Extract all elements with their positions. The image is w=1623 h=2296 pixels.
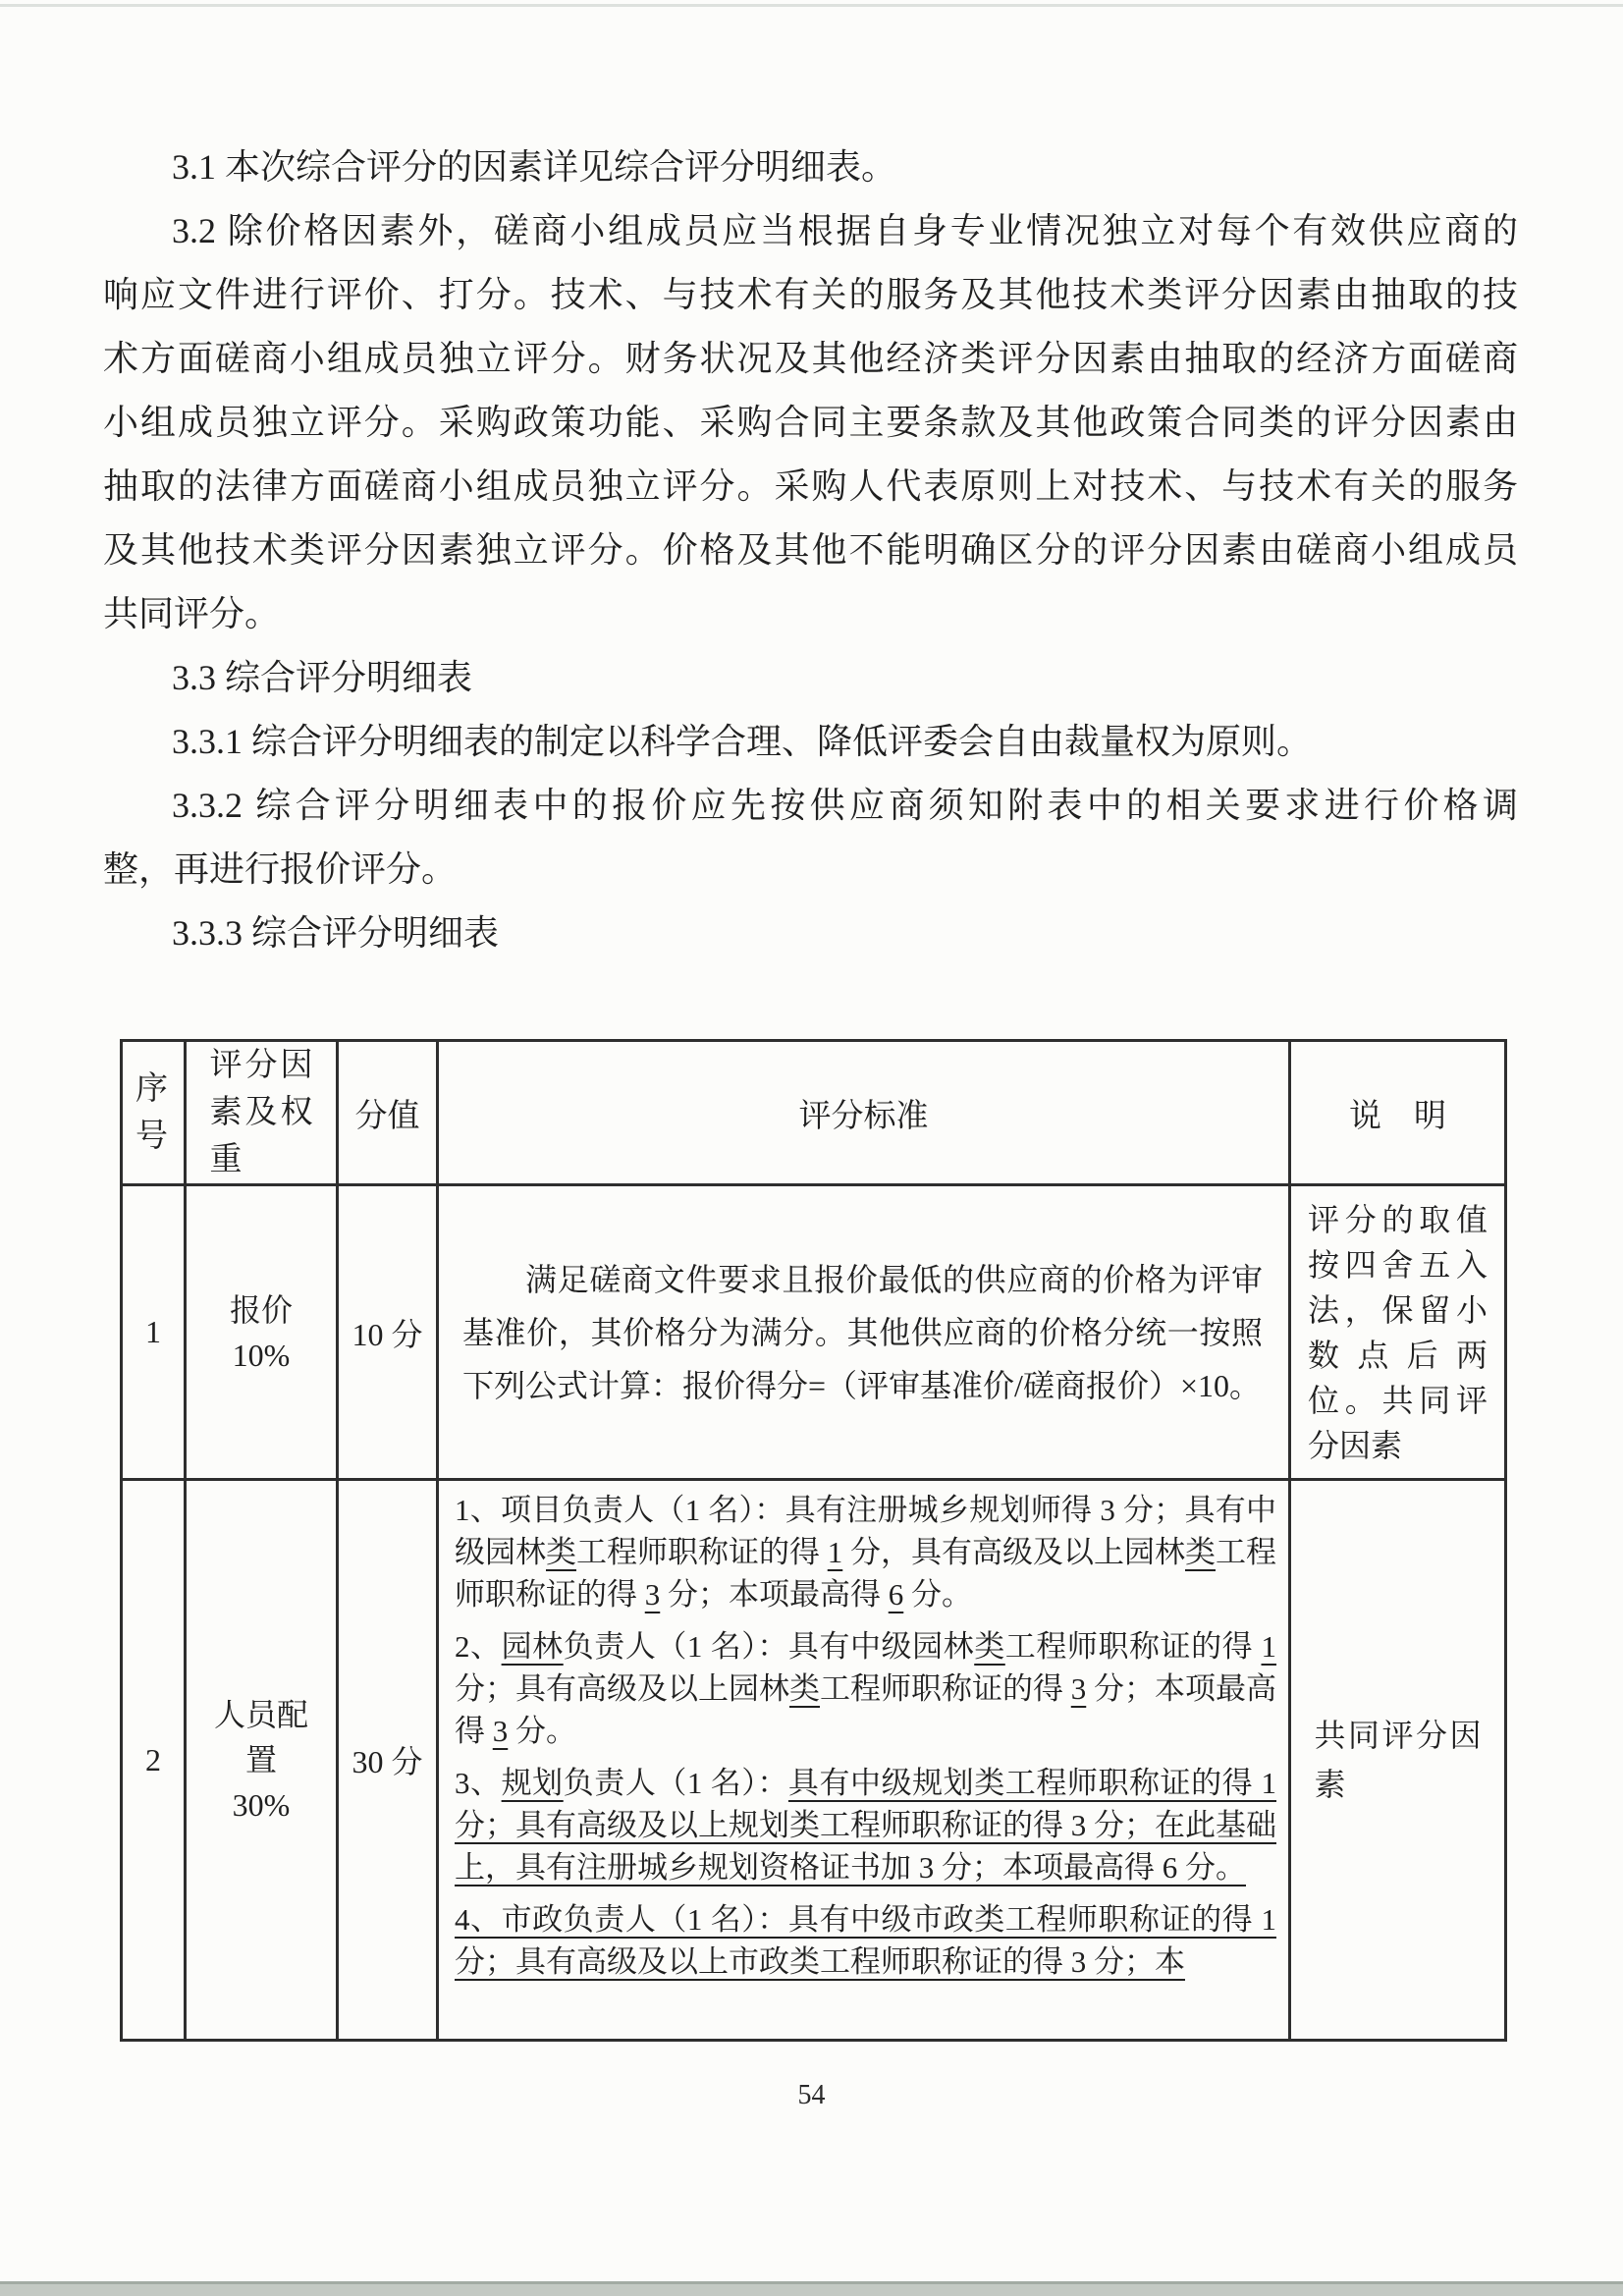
- criteria-item: 2、园林负责人（1 名）：具有中级园林类工程师职称证的得 1 分；具有高级及以上园林类工程师职称证的得 3 分；本项最高得 3 分。: [455, 1629, 1277, 1748]
- row1-criteria: [439, 1186, 1291, 1481]
- row2-index: [123, 1481, 187, 2039]
- table-header-criteria: [439, 1042, 1291, 1186]
- scoring-table: [120, 1039, 1507, 2042]
- paragraph-line: 3.3.3 综合评分明细表: [172, 913, 500, 953]
- table-header-index: [123, 1042, 187, 1186]
- paragraph-line: 及其他技术类评分因素独立评分。价格及其他不能明确区分的评分因素由磋商小组成员: [103, 530, 1518, 570]
- paragraph-line: 术方面磋商小组成员独立评分。财务状况及其他经济类评分因素由抽取的经济方面磋商: [103, 339, 1518, 378]
- header-criteria-label: 评分标准: [798, 1098, 929, 1134]
- paragraph-line: 整，再进行报价评分。: [103, 849, 458, 889]
- row2-factor-weight: 30%: [232, 1787, 291, 1823]
- criteria-item: 1、项目负责人（1 名）：具有注册城乡规划师得 3 分；具有中级园林类工程师职称证的得 1 分，具有高级及以上园林类工程师职称证的得 3 分；本项最高得 6 分。: [455, 1493, 1276, 1612]
- row1-index: [123, 1186, 187, 1481]
- header-score-label: 分值: [354, 1098, 420, 1134]
- row2-score-value: 30 分: [352, 1744, 423, 1779]
- table-header-factor: [187, 1042, 339, 1186]
- paragraph-line: 3.3.1 综合评分明细表的制定以科学合理、降低评委会自由裁量权为原则。: [172, 722, 1313, 761]
- criteria-item: 3、规划负责人（1 名）：具有中级规划类工程师职称证的得 1 分；具有高级及以上规划类工程师职称证的得 3 分；在此基础上，具有注册城乡规划资格证书加 3 分；本项最高得 6 分。: [455, 1766, 1277, 1885]
- row1-criteria-text: 满足磋商文件要求且报价最低的供应商的价格为评审基准价，其价格分为满分。其他供应商的价格分统一按照下列公式计算：报价得分=（评审基准价/磋商报价）×10。: [462, 1261, 1263, 1403]
- row1-note: [1291, 1186, 1504, 1481]
- row1-factor-name: 报价: [229, 1291, 293, 1328]
- criteria-item: 4、市政负责人（1 名）：具有中级市政类工程师职称证的得 1 分；具有高级及以上市政类工程师职称证的得 3 分；本: [455, 1902, 1276, 1979]
- header-index-label: 序号: [135, 1071, 168, 1154]
- table-header-score: [339, 1042, 439, 1186]
- scan-top-edge: [0, 4, 1623, 7]
- row1-score-value: 10 分: [352, 1316, 423, 1352]
- table-header-note: [1291, 1042, 1504, 1186]
- row2-note: [1291, 1481, 1504, 2039]
- scan-bottom-band: [0, 2284, 1623, 2296]
- row2-score: [339, 1481, 439, 2039]
- row2-criteria: [439, 1481, 1291, 2039]
- row1-score: [339, 1186, 439, 1481]
- body-text: [103, 136, 1518, 965]
- paragraph-line: 3.1 本次综合评分的因素详见综合评分明细表。: [172, 147, 897, 187]
- paragraph-line: 共同评分。: [103, 594, 281, 633]
- row2-factor-name: 人员配置: [213, 1697, 308, 1777]
- row1-index-value: 1: [145, 1314, 161, 1349]
- paragraph-line: 小组成员独立评分。采购政策功能、采购合同主要条款及其他政策合同类的评分因素由: [103, 403, 1518, 442]
- row2-factor: [187, 1481, 339, 2039]
- paragraph-line: 3.2 除价格因素外，磋商小组成员应当根据自身专业情况独立对每个有效供应商的: [172, 211, 1518, 250]
- row2-index-value: 2: [145, 1741, 161, 1777]
- paragraph-line: 3.3.2 综合评分明细表中的报价应先按供应商须知附表中的相关要求进行价格调: [172, 786, 1518, 825]
- page-number: 54: [797, 2080, 826, 2110]
- paragraph-line: 3.3 综合评分明细表: [172, 658, 473, 697]
- row1-note-text: 评分的取值按四舍五入法，保留小数点后两位。共同评分因素: [1308, 1201, 1488, 1463]
- header-factor-label: 评分因素及权重: [209, 1048, 313, 1177]
- paragraph-line: 抽取的法律方面磋商小组成员独立评分。采购人代表原则上对技术、与技术有关的服务: [103, 466, 1518, 506]
- paragraph-line: 响应文件进行评价、打分。技术、与技术有关的服务及其他技术类评分因素由抽取的技: [103, 275, 1518, 314]
- row1-factor: [187, 1186, 339, 1481]
- header-note-label: 说 明: [1349, 1098, 1446, 1134]
- row2-note-text: 共同评分因素: [1314, 1718, 1482, 1802]
- row1-factor-weight: 10%: [232, 1337, 291, 1373]
